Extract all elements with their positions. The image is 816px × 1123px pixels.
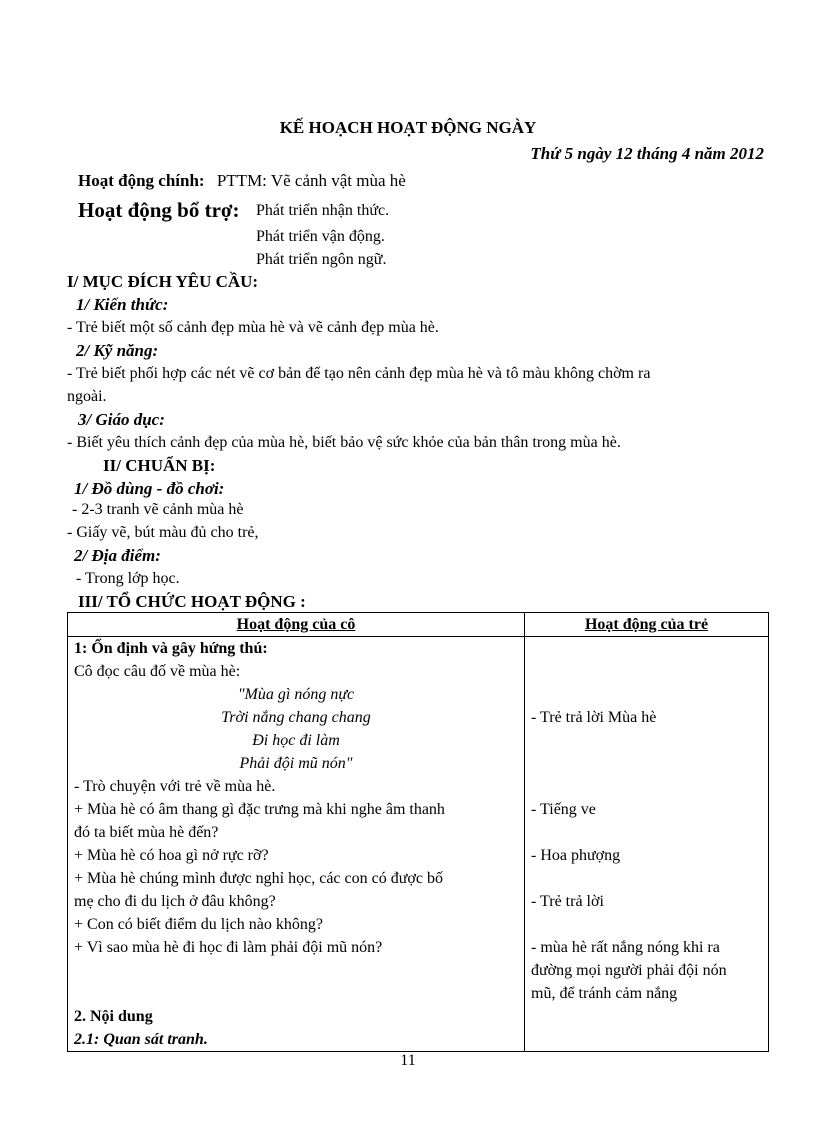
child-answer: - mùa hè rất nắng nóng khi ra bbox=[531, 939, 720, 956]
main-activity-value: PTTM: Vẽ cảnh vật mùa hè bbox=[216, 171, 406, 190]
support-item-cognitive: Phát triển nhận thức. bbox=[256, 202, 390, 219]
table-row bbox=[68, 637, 769, 1052]
teacher-line: + Con có biết điểm du lịch nào không? bbox=[74, 916, 323, 933]
teacher-line: + Mùa hè có âm thang gì đặc trưng mà khi nghe âm thanh bbox=[74, 801, 445, 818]
page-number: 11 bbox=[400, 1052, 416, 1069]
main-activity bbox=[78, 171, 406, 191]
teacher-activity-cell bbox=[68, 637, 525, 1052]
table-header-row bbox=[68, 613, 769, 637]
support-item-motor: Phát triển vận động. bbox=[256, 228, 385, 245]
tools-item-1: - 2-3 tranh vẽ cảnh mùa hè bbox=[72, 501, 244, 518]
riddle-line: "Mùa gì nóng nực bbox=[237, 686, 355, 703]
skill-heading: 2/ Kỹ năng: bbox=[76, 341, 159, 360]
section1-heading: I/ MỤC ĐÍCH YÊU CẦU: bbox=[67, 272, 259, 291]
teacher-line: + Vì sao mùa hè đi học đi làm phải đội mũ nón? bbox=[74, 939, 383, 956]
date-line: Thứ 5 ngày 12 tháng 4 năm 2012 bbox=[530, 144, 764, 163]
teacher-line: - Trò chuyện với trẻ về mùa hè. bbox=[74, 778, 276, 795]
child-answer: đường mọi người phải đội nón bbox=[531, 962, 727, 979]
page-title: KẾ HOẠCH HOẠT ĐỘNG NGÀY bbox=[279, 118, 537, 137]
section2-heading: II/ CHUẨN BỊ: bbox=[103, 456, 216, 475]
support-item-language: Phát triển ngôn ngữ. bbox=[256, 251, 387, 268]
stage1-heading: 1: Ổn định và gây hứng thú: bbox=[74, 640, 268, 657]
education-text: - Biết yêu thích cảnh đẹp của mùa hè, biết bảo vệ sức khỏe của bản thân trong mùa hè. bbox=[67, 434, 621, 451]
activity-table bbox=[67, 612, 769, 1052]
support-activity-label: Hoạt động bổ trợ: bbox=[78, 198, 240, 222]
child-answer: mũ, để tránh cảm nắng bbox=[531, 985, 678, 1002]
stage2-1-heading: 2.1: Quan sát tranh. bbox=[74, 1031, 208, 1048]
col-header-teacher: Hoạt động của cô bbox=[68, 613, 525, 637]
main-activity-label: Hoạt động chính: bbox=[78, 171, 205, 190]
child-answer: - Hoa phượng bbox=[531, 847, 621, 864]
place-text: - Trong lớp học. bbox=[76, 570, 180, 587]
education-heading: 3/ Giáo dục: bbox=[78, 410, 165, 429]
tools-item-2: - Giấy vẽ, bút màu đủ cho trẻ, bbox=[67, 524, 259, 541]
stage2-heading: 2. Nội dung bbox=[74, 1008, 153, 1025]
child-answer: - Tiếng ve bbox=[531, 801, 596, 818]
teacher-line: Cô đọc câu đố về mùa hè: bbox=[74, 663, 241, 680]
child-answer: - Trẻ trả lời Mùa hè bbox=[531, 709, 657, 726]
teacher-line: + Mùa hè có hoa gì nở rực rỡ? bbox=[74, 847, 269, 864]
knowledge-text: - Trẻ biết một số cảnh đẹp mùa hè và vẽ cảnh đẹp mùa hè. bbox=[67, 319, 439, 336]
riddle-line: Phải đội mũ nón" bbox=[239, 755, 353, 772]
teacher-line: mẹ cho đi du lịch ở đâu không? bbox=[74, 893, 276, 910]
teacher-line: đó ta biết mùa hè đến? bbox=[74, 824, 219, 841]
teacher-line: + Mùa hè chúng mình được nghỉ học, các con có được bố bbox=[74, 870, 443, 887]
col-header-child: Hoạt động của trẻ bbox=[525, 613, 769, 637]
tools-heading: 1/ Đồ dùng - đồ chơi: bbox=[74, 479, 225, 498]
riddle-line: Trời nắng chang chang bbox=[221, 709, 371, 726]
section3-heading: III/ TỔ CHỨC HOẠT ĐỘNG : bbox=[78, 592, 306, 611]
child-activity-cell bbox=[525, 637, 769, 1052]
child-answer: - Trẻ trả lời bbox=[531, 893, 604, 910]
skill-text-line2: ngoài. bbox=[67, 388, 107, 405]
skill-text-line1: - Trẻ biết phối hợp các nét vẽ cơ bản để tạo nên cảnh đẹp mùa hè và tô màu không chờm ra bbox=[67, 365, 651, 382]
riddle-line: Đi học đi làm bbox=[252, 732, 340, 749]
place-heading: 2/ Địa điểm: bbox=[74, 546, 161, 565]
knowledge-heading: 1/ Kiến thức: bbox=[76, 295, 169, 314]
